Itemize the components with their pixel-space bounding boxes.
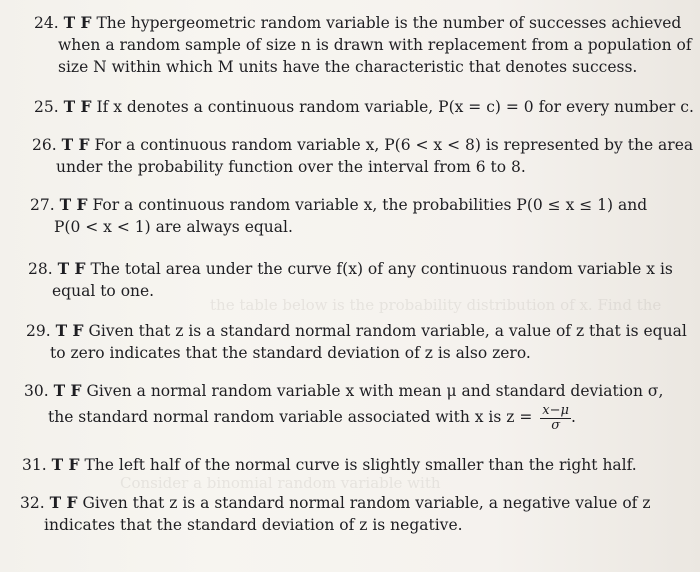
true-false-marker[interactable]: T F	[55, 321, 84, 340]
z-score-fraction	[540, 404, 571, 433]
question-31	[22, 454, 637, 476]
question-text-continued: under the probability function over the interval from 6 to 8.	[56, 158, 526, 176]
question-number: 26.	[32, 136, 57, 154]
question-text: The hypergeometric random variable is the number of successes achieved	[96, 14, 682, 32]
question-number: 31.	[22, 456, 47, 474]
sentence-period: .	[570, 408, 576, 426]
question-text: The total area under the curve f(x) of any continuous random variable x is	[90, 260, 673, 278]
question-28	[28, 258, 673, 302]
true-false-marker[interactable]: T F	[53, 381, 82, 400]
question-text: Given a normal random variable x with mean μ and standard deviation σ,	[86, 382, 664, 400]
question-text-continued: to zero indicates that the standard deviation of z is also zero.	[50, 344, 531, 362]
question-29	[26, 320, 687, 364]
question-text: The left half of the normal curve is slightly smaller than the right half.	[84, 456, 637, 474]
question-text: Given that z is a standard normal random variable, a value of z that is equal	[88, 322, 687, 340]
true-false-marker[interactable]: T F	[57, 259, 86, 278]
question-26	[32, 134, 693, 178]
true-false-marker[interactable]: T F	[51, 455, 80, 474]
question-text: Given that z is a standard normal random variable, a negative value of z	[82, 494, 651, 512]
fraction-numerator: x−μ	[542, 402, 569, 418]
fraction-denominator: σ	[551, 417, 561, 433]
question-text-continued: the standard normal random variable associated with x is z =	[48, 408, 533, 426]
question-24	[34, 12, 692, 78]
question-text-continued: when a random sample of size n is drawn with replacement from a population of	[58, 36, 692, 54]
question-text-continued: P(0 < x < 1) are always equal.	[54, 218, 293, 236]
question-30	[24, 380, 663, 433]
question-number: 28.	[28, 260, 53, 278]
true-false-marker[interactable]: T F	[49, 493, 78, 512]
question-number: 29.	[26, 322, 51, 340]
question-text: For a continuous random variable x, the probabilities P(0 ≤ x ≤ 1) and	[92, 196, 648, 214]
question-text-continued: indicates that the standard deviation of z is negative.	[44, 516, 463, 534]
question-number: 25.	[34, 98, 59, 116]
bleed-through-text: Consider a binomial random variable with	[120, 474, 441, 492]
bleed-through-text: the table below is the probability distribution of x. Find the	[210, 296, 662, 314]
question-text-continued: equal to one.	[52, 282, 155, 300]
true-false-marker[interactable]: T F	[63, 97, 92, 116]
question-32	[20, 492, 650, 536]
true-false-marker[interactable]: T F	[61, 135, 90, 154]
true-false-marker[interactable]: T F	[59, 195, 88, 214]
question-25	[34, 96, 694, 118]
question-text: For a continuous random variable x, P(6 < x < 8) is represented by the area	[94, 136, 694, 154]
question-27	[30, 194, 647, 238]
question-number: 24.	[34, 14, 59, 32]
question-number: 32.	[20, 494, 45, 512]
question-number: 27.	[30, 196, 55, 214]
question-text: If x denotes a continuous random variable, P(x = c) = 0 for every number c.	[96, 98, 694, 116]
true-false-marker[interactable]: T F	[63, 13, 92, 32]
question-number: 30.	[24, 382, 49, 400]
question-text-continued: size N within which M units have the characteristic that denotes success.	[58, 58, 638, 76]
